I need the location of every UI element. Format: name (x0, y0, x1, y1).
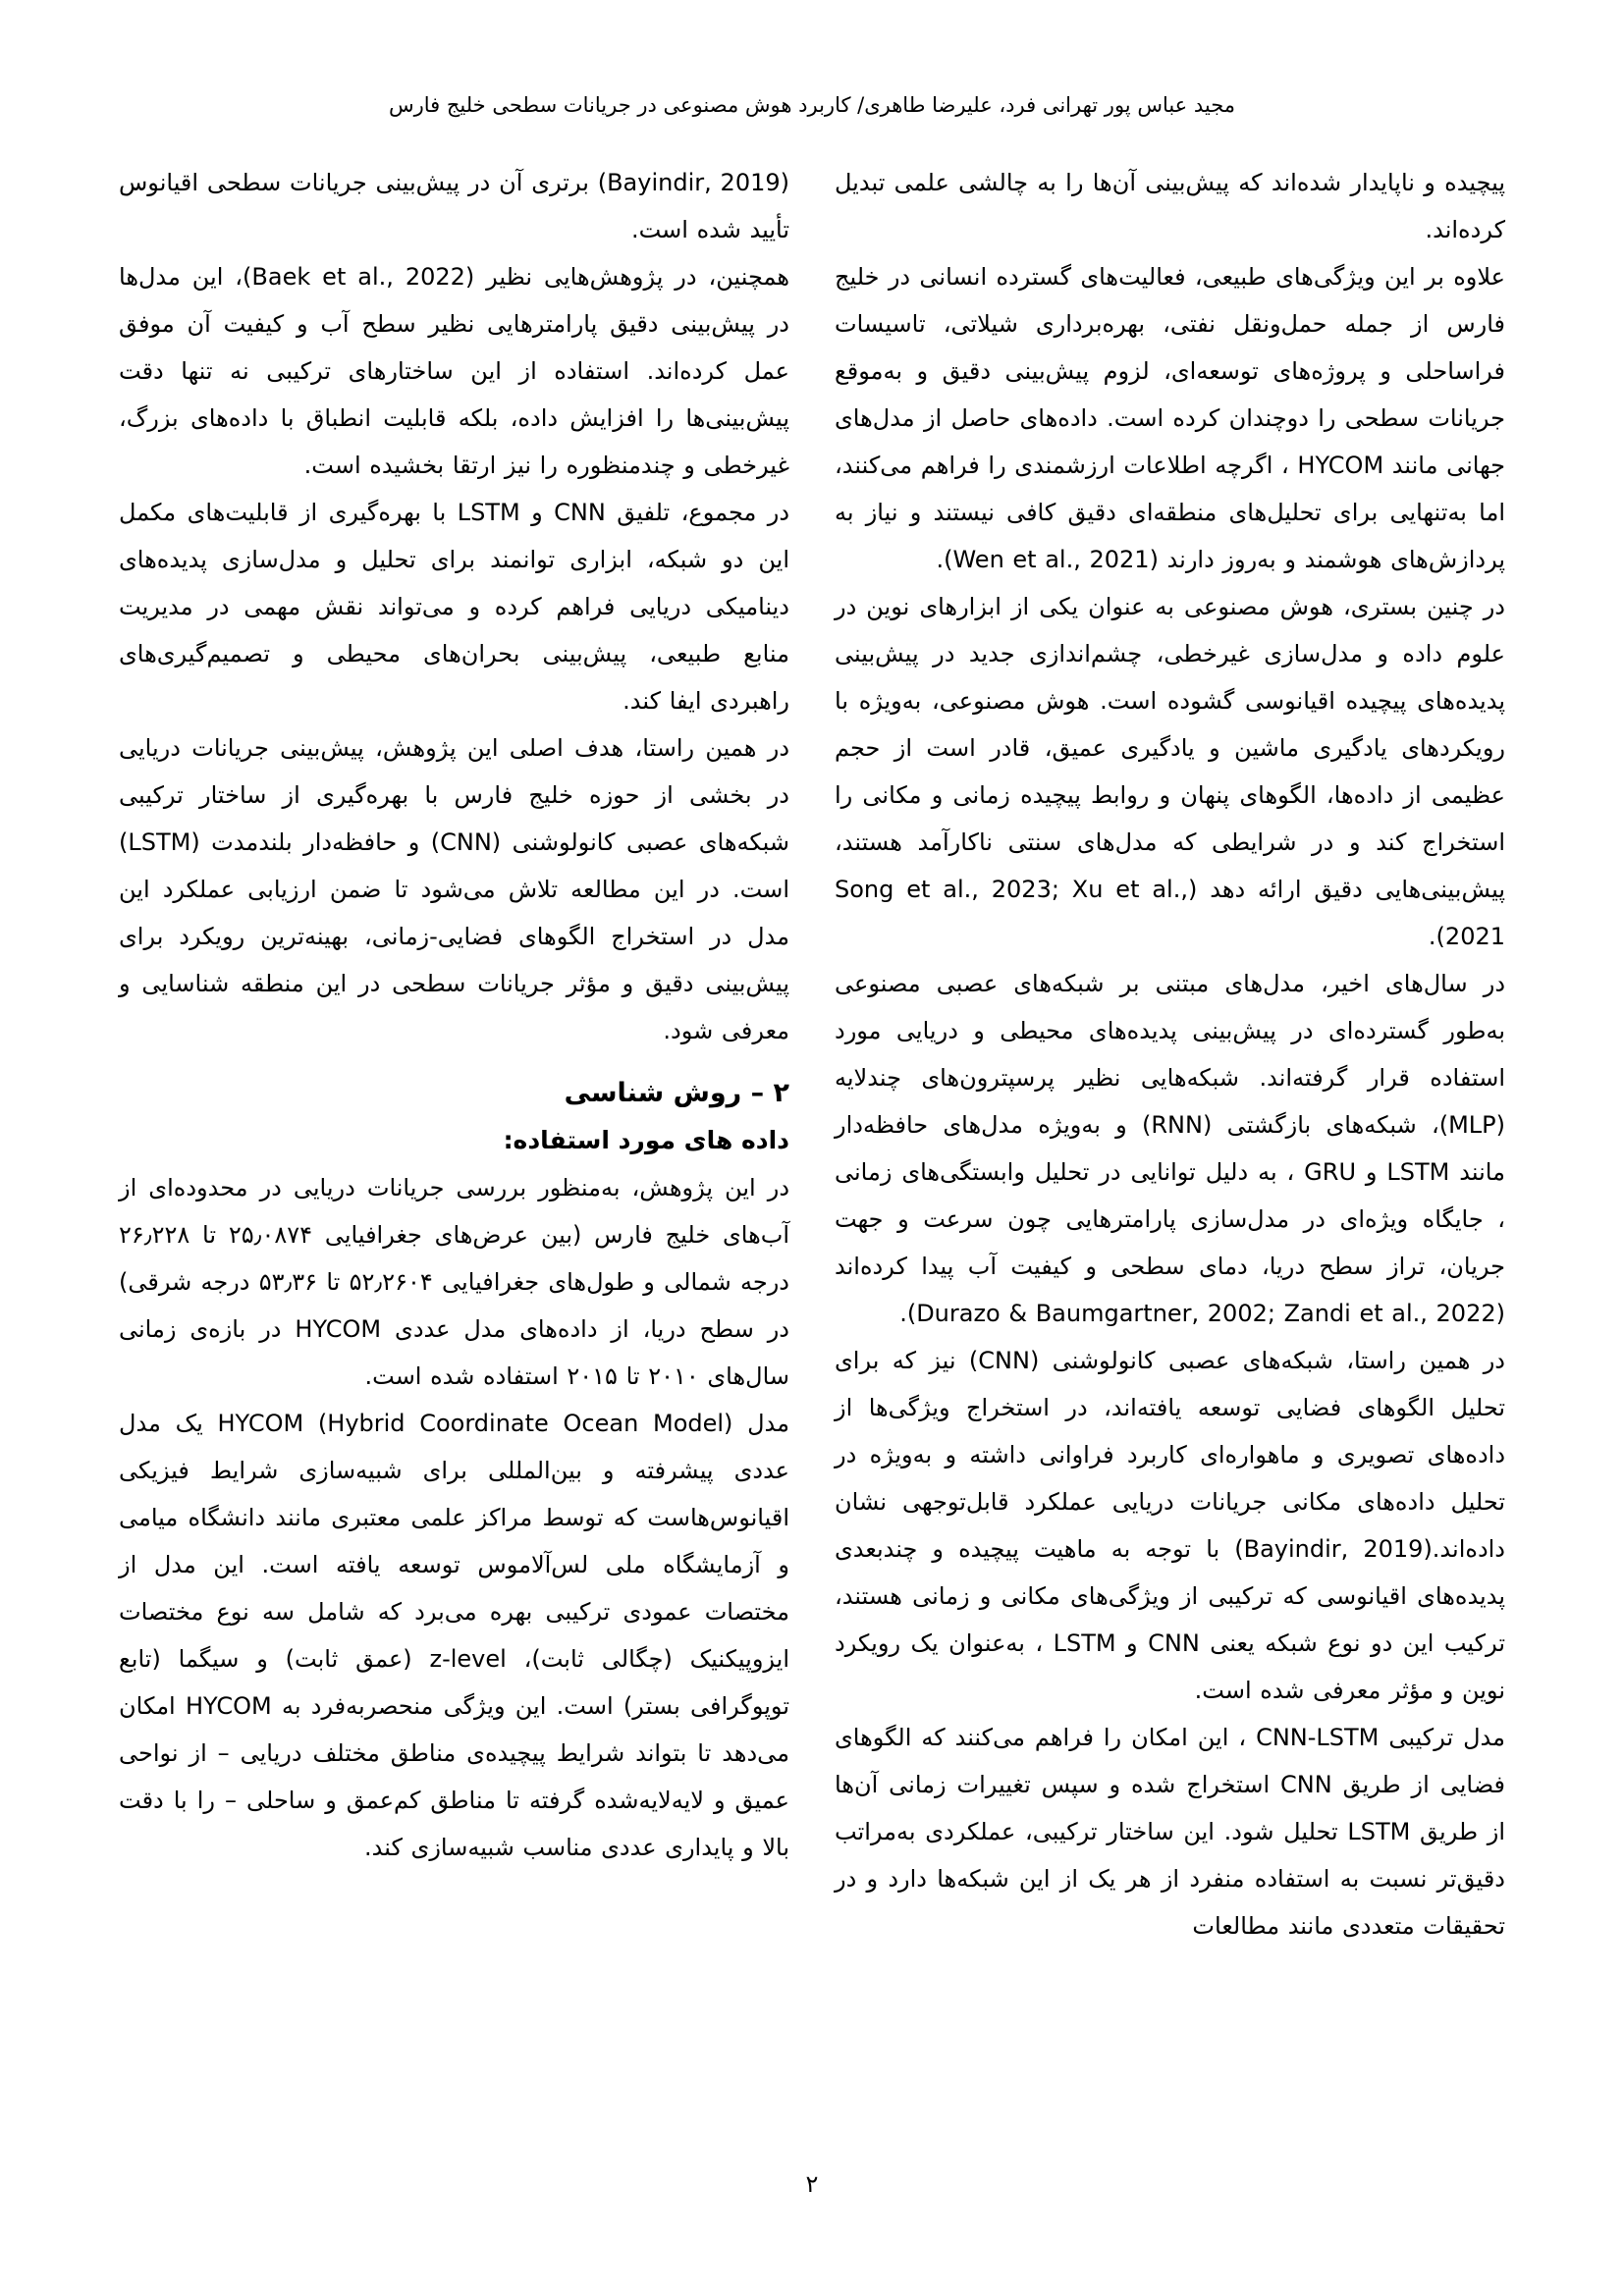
paragraph: در همین راستا، شبکه‌های عصبی کانولوشنی (CNN) نیز که برای تحلیل الگوهای فضایی توسعه یافته‌اند، در استخراج ویژگی‌ها از داده‌های تصویری و ماهواره‌ای کاربرد فراوانی داشته و به‌ویژه در تحلیل داده‌های مکانی جریانات دریایی عملکرد قابل‌توجهی نشان داده‌اند.(Bayindir, 2019) با توجه به ماهیت پیچیده و چندبعدی پدیده‌های اقیانوسی که ترکیبی از ویژگی‌های مکانی و زمانی هستند، ترکیب این دو نوع شبکه یعنی CNN و LSTM ، به‌عنوان یک رویکرد نوین و مؤثر معرفی شده است. (835, 1347, 1506, 1704)
column-left (119, 159, 789, 1949)
paragraph: پیچیده و ناپایدار شده‌اند که پیش‌بینی آن‌ها را به چالشی علمی تبدیل کرده‌اند. (835, 169, 1505, 243)
column-right (835, 159, 1505, 1949)
paragraph: همچنین، در پژوهش‌هایی نظیر (Baek et al., 2022)، این مدل‌ها در پیش‌بینی دقیق پارامترهایی نظیر سطح آب و کیفیت آن موفق عمل کرده‌اند. استفاده از این ساختارهای ترکیبی نه تنها دقت پیش‌بینی‌ها را افزایش داده، بلکه قابلیت انطباق با داده‌های بزرگ، غیرخطی و چندمنظوره را نیز ارتقا بخشیده است. (119, 263, 790, 479)
paragraph: در مجموع، تلفیق CNN و LSTM با بهره‌گیری از قابلیت‌های مکمل این دو شبکه، ابزاری توانمند برای تحلیل و مدل‌سازی پدیده‌های دینامیکی دریایی فراهم کرده و می‌تواند نقش مهمی در مدیریت منابع طبیعی، پیش‌بینی بحران‌های محیطی و تصمیم‌گیری‌های راهبردی ایفا کند. (119, 499, 790, 715)
subsection-heading: داده های مورد استفاده: (503, 1126, 789, 1154)
paragraph: مدل ترکیبی CNN-LSTM ، این امکان را فراهم می‌کنند که الگوهای فضایی از طریق CNN استخراج شده و سپس تغییرات زمانی آن‌ها از طریق LSTM تحلیل شود. این ساختار ترکیبی، عملکردی به‌مراتب دقیق‌تر نسبت به استفاده منفرد از هر یک از این شبکه‌ها دارد و در تحقیقات متعددی مانند مطالعات (835, 1724, 1505, 1940)
paragraph: در همین راستا، هدف اصلی این پژوهش، پیش‌بینی جریانات دریایی در بخشی از حوزه خلیج فارس با بهره‌گیری از ساختار ترکیبی شبکه‌های عصبی کانولوشنی (CNN) و حافظه‌دار بلندمدت (LSTM) است. در این مطالعه تلاش می‌شود تا ضمن ارزیابی عملکرد این مدل در استخراج الگوهای فضایی-زمانی، بهینه‌ترین رویکرد برای پیش‌بینی دقیق و مؤثر جریانات سطحی در این منطقه شناسایی و معرفی شود. (119, 734, 789, 1044)
paragraph: علاوه بر این ویژگی‌های طبیعی، فعالیت‌های گسترده انسانی در خلیج فارس از جمله حمل‌ونقل نفتی، بهره‌برداری شیلاتی، تاسیسات فراساحلی و پروژه‌های توسعه‌ای، لزوم پیش‌بینی دقیق و به‌موقع جریانات سطحی را دوچندان کرده است. داده‌های حاصل از مدل‌های جهانی مانند HYCOM ، اگرچه اطلاعات ارزشمندی را فراهم می‌کنند، اما به‌تنهایی برای تحلیل‌های منطقه‌ای دقیق کافی نیستند و نیاز به پردازش‌های هوشمند و به‌روز دارند (Wen et al., 2021). (835, 263, 1506, 573)
running-header: مجید عباس پور تهرانی فرد، علیرضا طاهری/ کاربرد هوش مصنوعی در جریانات سطحی خلیج فارس (388, 93, 1236, 117)
paragraph: (Bayindir, 2019) برتری آن در پیش‌بینی جریانات سطحی اقیانوس تأیید شده است. (119, 169, 790, 243)
section-heading: ۲ – روش شناسی (564, 1078, 789, 1108)
page-number: ۲ (805, 2170, 819, 2198)
paragraph: در این پژوهش، به‌منظور بررسی جریانات دریایی در محدوده‌ای از آب‌های خلیج فارس (بین عرض‌های جغرافیایی ۲۵٫۰۸۷۴ تا ۲۶٫۲۲۸ درجه شمالی و طول‌های جغرافیایی ۵۲٫۲۶۰۴ تا ۵۳٫۳۶ درجه شرقی) در سطح دریا، از داده‌های مدل عددی HYCOM در بازه‌ی زمانی سال‌های ۲۰۱۰ تا ۲۰۱۵ استفاده شده است. (119, 1174, 790, 1390)
two-column-body (119, 159, 1505, 1949)
paragraph: در سال‌های اخیر، مدل‌های مبتنی بر شبکه‌های عصبی مصنوعی به‌طور گسترده‌ای در پیش‌بینی پدیده‌های محیطی و دریایی مورد استفاده قرار گرفته‌اند. شبکه‌هایی نظیر پرسپترون‌های چندلایه (MLP)، شبکه‌های بازگشتی (RNN) و به‌ویژه مدل‌های حافظه‌دار مانند LSTM و GRU ، به دلیل توانایی در تحلیل وابستگی‌های زمانی ، جایگاه ویژه‌ای در مدل‌سازی پارامترهایی چون سرعت و جهت جریان، تراز سطح دریا، دمای سطحی و کیفیت آب پیدا کرده‌اند (Durazo & Baumgartner, 2002; Zandi et al., 2022). (835, 970, 1506, 1327)
paragraph: در چنین بستری، هوش مصنوعی به عنوان یکی از ابزارهای نوین در علوم داده و مدل‌سازی غیرخطی، چشم‌اندازی جدید در پیش‌بینی پدیده‌های پیچیده اقیانوسی گشوده است. هوش مصنوعی، به‌ویژه با رویکردهای یادگیری ماشین و یادگیری عمیق، قادر است از حجم عظیمی از داده‌ها، الگوهای پنهان و روابط پیچیده زمانی و مکانی را استخراج کند و در شرایطی که مدل‌های سنتی ناکارآمد هستند، پیش‌بینی‌هایی دقیق ارائه دهد (Song et al., 2023; Xu et al., 2021). (835, 593, 1505, 950)
paragraph: مدل HYCOM (Hybrid Coordinate Ocean Model) یک مدل عددی پیشرفته و بین‌المللی برای شبیه‌سازی شرایط فیزیکی اقیانوس‌هاست که توسط مراکز علمی معتبری مانند دانشگاه میامی و آزمایشگاه ملی لس‌آلاموس توسعه یافته است. این مدل از مختصات عمودی ترکیبی بهره می‌برد که شامل سه نوع مختصات ایزوپیکنیک (چگالی ثابت)، z-level (عمق ثابت) و سیگما (تابع توپوگرافی بستر) است. این ویژگی منحصربه‌فرد به HYCOM امکان می‌دهد تا بتواند شرایط پیچیده‌ی مناطق مختلف دریایی – از نواحی عمیق و لایه‌لایه‌شده گرفته تا مناطق کم‌عمق و ساحلی – را با دقت بالا و پایداری عددی مناسب شبیه‌سازی کند. (119, 1410, 790, 1861)
